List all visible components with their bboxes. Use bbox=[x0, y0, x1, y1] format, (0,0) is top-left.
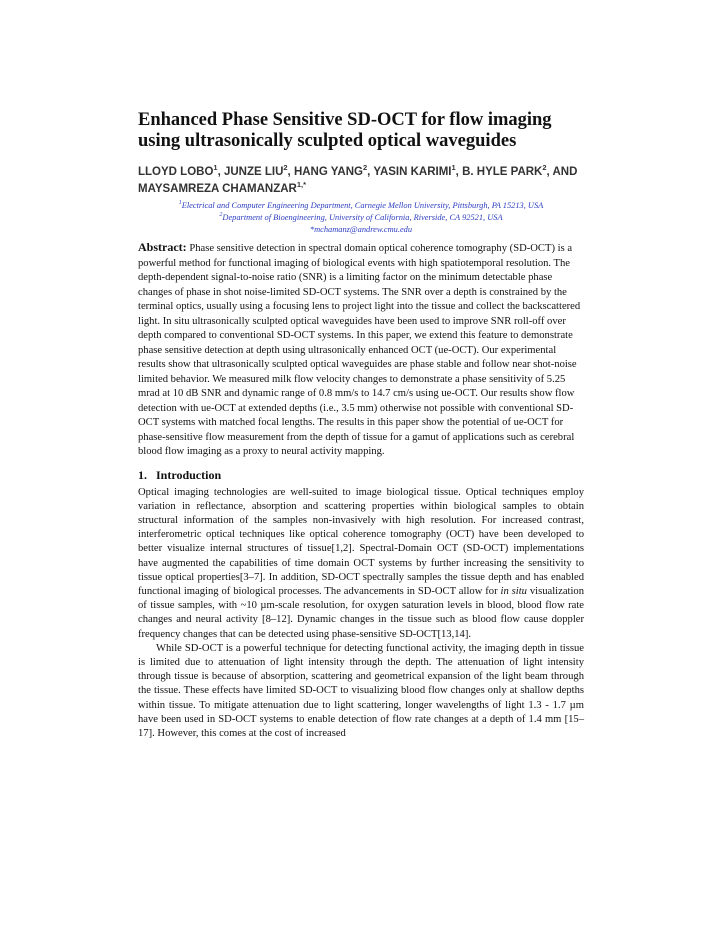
author-affiliation-mark: 2 bbox=[283, 163, 288, 173]
intro-paragraph-2: While SD-OCT is a powerful technique for detecting functional activity, the imaging depth in tissue is limited due to attenuation of light intensity through the depth. The attenuation of light intensity through tissue is because of absorption, scattering and geometrical expansion of the light beam through the tissue. These effects have limited SD-OCT to visualizing blood flow changes only at shallow depths within tissue. To mitigate attenuation due to light scattering, longer wavelengths of light 1.3 - 1.7 µm have been used in SD-OCT systems to enable detection of flow rate changes at a depth of 1.4 mm [15–17]. However, this comes at the cost of increased bbox=[138, 642, 584, 739]
author-name: JUNZE LIU bbox=[223, 166, 284, 178]
intro-paragraph-1 bbox=[138, 486, 584, 642]
abstract bbox=[138, 240, 584, 460]
author-affiliation-mark: 2 bbox=[362, 163, 368, 173]
paragraph-emphasis: in situ bbox=[500, 585, 527, 597]
author-name: B. HYLE PARK bbox=[462, 166, 543, 178]
section-title: Introduction bbox=[156, 467, 222, 482]
paper-title: Enhanced Phase Sensitive SD-OCT for flow imaging using ultrasonically sculpted optical waveguides bbox=[138, 110, 552, 151]
affiliation-mark: 1 bbox=[178, 200, 182, 207]
affiliation-text: Electrical and Computer Engineering Department, Carnegie Mellon University, Pittsburgh, PA 15213, USA bbox=[181, 201, 544, 210]
abstract-label: Abstract: bbox=[138, 240, 187, 254]
affiliation-1 bbox=[138, 200, 584, 212]
author-name: MAYSAMREZA CHAMANZAR bbox=[138, 183, 297, 195]
affiliation-mark: 2 bbox=[219, 212, 223, 219]
author-name: LLOYD LOBO bbox=[138, 166, 214, 178]
author-separator: , bbox=[367, 166, 374, 178]
author-name: YASIN KARIMI bbox=[373, 166, 452, 178]
author-separator: , bbox=[287, 166, 294, 178]
author-list bbox=[138, 164, 584, 198]
paragraph-text: Optical imaging technologies are well-suited to image biological tissue. Optical techniques employ variation in reflectance, absorption and scattering properties within biological samples to obtain structural information of the samples non-invasively with high resolution. For increased contrast, interferometric optical techniques like optical coherence tomography (OCT) have been developed to better visualize internal structures of tissue[1,2]. Spectral-Domain OCT (SD-OCT) implementations have augmented the capabilities of time domain OCT systems by further increasing the sensitivity to tissue optical properties[3–7]. In addition, SD-OCT spectrally samples the tissue depth and has enabled functional imaging of biological processes. The advancements in SD-OCT allow for bbox=[138, 486, 584, 597]
affiliation-2 bbox=[138, 212, 584, 224]
section-heading-introduction bbox=[138, 468, 584, 482]
author-separator: , bbox=[455, 166, 463, 178]
affiliation-text: Department of Bioengineering, University of California, Riverside, CA 92521, USA bbox=[222, 213, 503, 222]
paper-page bbox=[138, 110, 584, 741]
author-affiliation-mark: 1 bbox=[451, 163, 456, 173]
corresponding-email[interactable]: *mchamanz@andrew.cmu.edu bbox=[309, 225, 413, 234]
author-name: HANG YANG bbox=[293, 166, 363, 178]
author-affiliation-mark: 2 bbox=[542, 163, 547, 173]
author-separator: , bbox=[217, 166, 224, 178]
section-number: 1. bbox=[138, 467, 147, 482]
author-affiliation-mark: 1 bbox=[213, 163, 218, 173]
author-separator: , AND bbox=[546, 166, 578, 178]
author-affiliation-mark: 1,* bbox=[296, 180, 307, 190]
paragraph-text: visualization of tissue samples, with ~10 µm-scale resolution, for oxygen saturation levels in blood, blood flow rate changes and neural activity [8–12]. Dynamic changes in the tissue such as blood flow cause doppler frequency changes that can be detected using phase-sensitive SD-OCT[13,14]. bbox=[138, 585, 585, 640]
abstract-text: Phase sensitive detection in spectral domain optical coherence tomography (SD-OCT) is a powerful method for functional imaging of biological events with high spatiotemporal resolution. The depth-dependent signal-to-noise ratio (SNR) is a limiting factor on the minimum detectable phase changes of phase in shot noise-limited SD-OCT systems. The SNR over a depth is constrained by the terminal optics, usually using a focusing lens to project light into the tissue and collect the backscattered light. In situ ultrasonically sculpted optical waveguides have been used to improve SNR roll-off over depth compared to conventional SD-OCT systems. In this paper, we extend this feature to demonstrate phase sensitive detection at depth using ultrasonically enhanced OCT (ue-OCT). Our experimental results show that ultrasonically sculpted optical waveguides are phase stable and follow near shot-noise limited behavior. We measured milk flow velocity changes to demonstrate a phase sensitivity of 5.25 mrad at 10 dB SNR and dynamic range of 0.8 mm/s to 14.7 cm/s using ue-OCT. Our results show flow detection with ue-OCT at extended depths (i.e., 3.5 mm) otherwise not possible with conventional SD-OCT systems with matched focal lengths. The results in this paper show the potential of ue-OCT for phase-sensitive flow measurement from the depth of tissue for a gamut of applications such as cerebral blood flow imaging as a proxy to neural activity mapping. bbox=[138, 243, 581, 457]
